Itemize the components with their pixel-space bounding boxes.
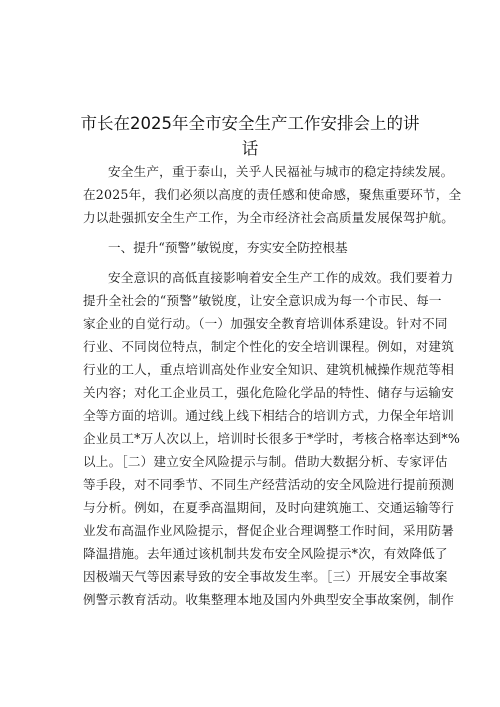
body-paragraph-line: 安全意识的高低直接影响着安全生产工作的成效。我们要着力 bbox=[108, 270, 454, 285]
intro-paragraph-line: 在2025年，我们必须以高度的责任感和使命感，聚焦重要环节，全 bbox=[83, 187, 462, 202]
body-paragraph-line: 以上。［二）建立安全风险提示与制。借助大数据分析、专家评估 bbox=[83, 454, 448, 469]
body-paragraph-line: 例警示教育活动。收集整理本地及国内外典型安全事故案例，制作 bbox=[83, 592, 455, 607]
body-paragraph-line: 行业的工人，重点培训高处作业安全知识、建筑机械操作规范等相 bbox=[83, 362, 455, 377]
body-paragraph-line: 家企业的自觉行动。（一）加强安全教育培训体系建设。针对不同 bbox=[83, 316, 448, 331]
intro-paragraph-line: 力以赴强抓安全生产工作，为全市经济社会高质量发展保驾护航。 bbox=[83, 210, 455, 225]
document-title-continued: 话 bbox=[241, 139, 259, 158]
section-heading: 一、提升“预警”敏锐度，夯实安全防控根基 bbox=[108, 240, 348, 255]
body-paragraph-line: 全等方面的培训。通过线上线下相结合的培训方式，力保全年培训 bbox=[83, 408, 455, 423]
body-paragraph-line: 等手段，对不同季节、不同生产经营活动的安全风险进行提前预测 bbox=[83, 477, 455, 492]
body-paragraph-line: 降温措施。去年通过该机制共发布安全风险提示*次，有效降低了 bbox=[83, 546, 448, 561]
body-paragraph-line: 与分析。例如，在夏季高温期间，及时向建筑施工、交通运输等行 bbox=[83, 500, 455, 515]
body-paragraph-line: 因极端天气等因素导致的安全事故发生率。［三）开展安全事故案 bbox=[83, 569, 448, 584]
body-paragraph-line: 提升全社会的“预警”敏锐度，让安全意识成为每一个市民、每一 bbox=[83, 293, 442, 308]
document-title: 市长在2025年全市安全生产工作安排会上的讲 bbox=[80, 114, 420, 133]
body-paragraph-line: 企业员工*万人次以上，培训时长很多于*学时，考核合格率达到*% bbox=[83, 431, 461, 446]
body-paragraph-line: 行业、不同岗位特点，制定个性化的安全培训课程。例如，对建筑 bbox=[83, 339, 455, 354]
body-paragraph-line: 业发布高温作业风险提示，督促企业合理调整工作时间，采用防暑 bbox=[83, 523, 455, 538]
body-paragraph-line: 关内容；对化工企业员工，强化危险化学品的特性、储存与运输安 bbox=[83, 385, 455, 400]
intro-paragraph-line: 安全生产，重于泰山，关乎人民福祉与城市的稳定持续发展。 bbox=[108, 164, 454, 179]
